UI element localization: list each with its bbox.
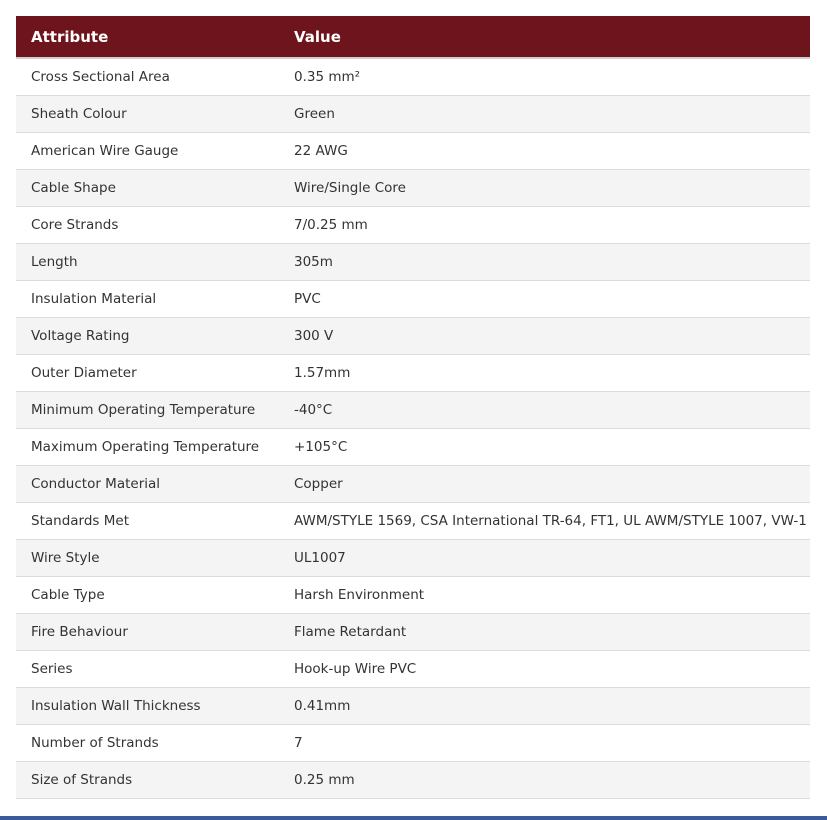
table-row	[16, 169, 810, 206]
value-cell: +105°C	[278, 428, 810, 465]
value-cell: 7	[278, 724, 810, 761]
attribute-cell: Size of Strands	[16, 761, 278, 798]
value-cell: Hook-up Wire PVC	[278, 650, 810, 687]
header-row	[16, 16, 810, 58]
table-row	[16, 428, 810, 465]
value-cell: Harsh Environment	[278, 576, 810, 613]
value-cell: Flame Retardant	[278, 613, 810, 650]
table-row	[16, 465, 810, 502]
table-row	[16, 354, 810, 391]
attribute-cell: Cable Type	[16, 576, 278, 613]
table-header	[16, 16, 810, 58]
table-row	[16, 613, 810, 650]
attribute-cell: Series	[16, 650, 278, 687]
attribute-cell: Insulation Wall Thickness	[16, 687, 278, 724]
value-cell: 305m	[278, 243, 810, 280]
value-cell: 300 V	[278, 317, 810, 354]
table-row	[16, 317, 810, 354]
table-row	[16, 539, 810, 576]
attribute-cell: Cable Shape	[16, 169, 278, 206]
attribute-cell: Insulation Material	[16, 280, 278, 317]
table-row	[16, 687, 810, 724]
value-cell: Wire/Single Core	[278, 169, 810, 206]
attribute-cell: Fire Behaviour	[16, 613, 278, 650]
value-cell: AWM/STYLE 1569, CSA International TR-64, FT1, UL AWM/STYLE 1007, VW-1	[278, 502, 810, 539]
attribute-cell: Core Strands	[16, 206, 278, 243]
attribute-column-header: Attribute	[16, 16, 278, 58]
attribute-cell: Minimum Operating Temperature	[16, 391, 278, 428]
attribute-cell: Cross Sectional Area	[16, 58, 278, 95]
attribute-cell: Voltage Rating	[16, 317, 278, 354]
value-cell: 7/0.25 mm	[278, 206, 810, 243]
attribute-cell: American Wire Gauge	[16, 132, 278, 169]
table-row	[16, 761, 810, 798]
table-row	[16, 243, 810, 280]
value-cell: UL1007	[278, 539, 810, 576]
value-cell: 22 AWG	[278, 132, 810, 169]
table-row	[16, 95, 810, 132]
value-cell: -40°C	[278, 391, 810, 428]
attribute-cell: Maximum Operating Temperature	[16, 428, 278, 465]
value-column-header: Value	[278, 16, 810, 58]
table-row	[16, 132, 810, 169]
bottom-accent-bar	[0, 816, 827, 820]
table-row	[16, 724, 810, 761]
value-cell: 0.41mm	[278, 687, 810, 724]
attribute-cell: Length	[16, 243, 278, 280]
attribute-cell: Number of Strands	[16, 724, 278, 761]
attribute-cell: Outer Diameter	[16, 354, 278, 391]
specifications-table	[16, 16, 810, 799]
value-cell: Copper	[278, 465, 810, 502]
table-row	[16, 502, 810, 539]
table-row	[16, 206, 810, 243]
table-row	[16, 576, 810, 613]
table-row	[16, 58, 810, 95]
attribute-cell: Standards Met	[16, 502, 278, 539]
value-cell: 0.35 mm²	[278, 58, 810, 95]
attribute-cell: Conductor Material	[16, 465, 278, 502]
value-cell: 0.25 mm	[278, 761, 810, 798]
attribute-cell: Wire Style	[16, 539, 278, 576]
value-cell: PVC	[278, 280, 810, 317]
table-body	[16, 58, 810, 798]
value-cell: Green	[278, 95, 810, 132]
value-cell: 1.57mm	[278, 354, 810, 391]
table-row	[16, 280, 810, 317]
attribute-cell: Sheath Colour	[16, 95, 278, 132]
table-row	[16, 391, 810, 428]
table-row	[16, 650, 810, 687]
